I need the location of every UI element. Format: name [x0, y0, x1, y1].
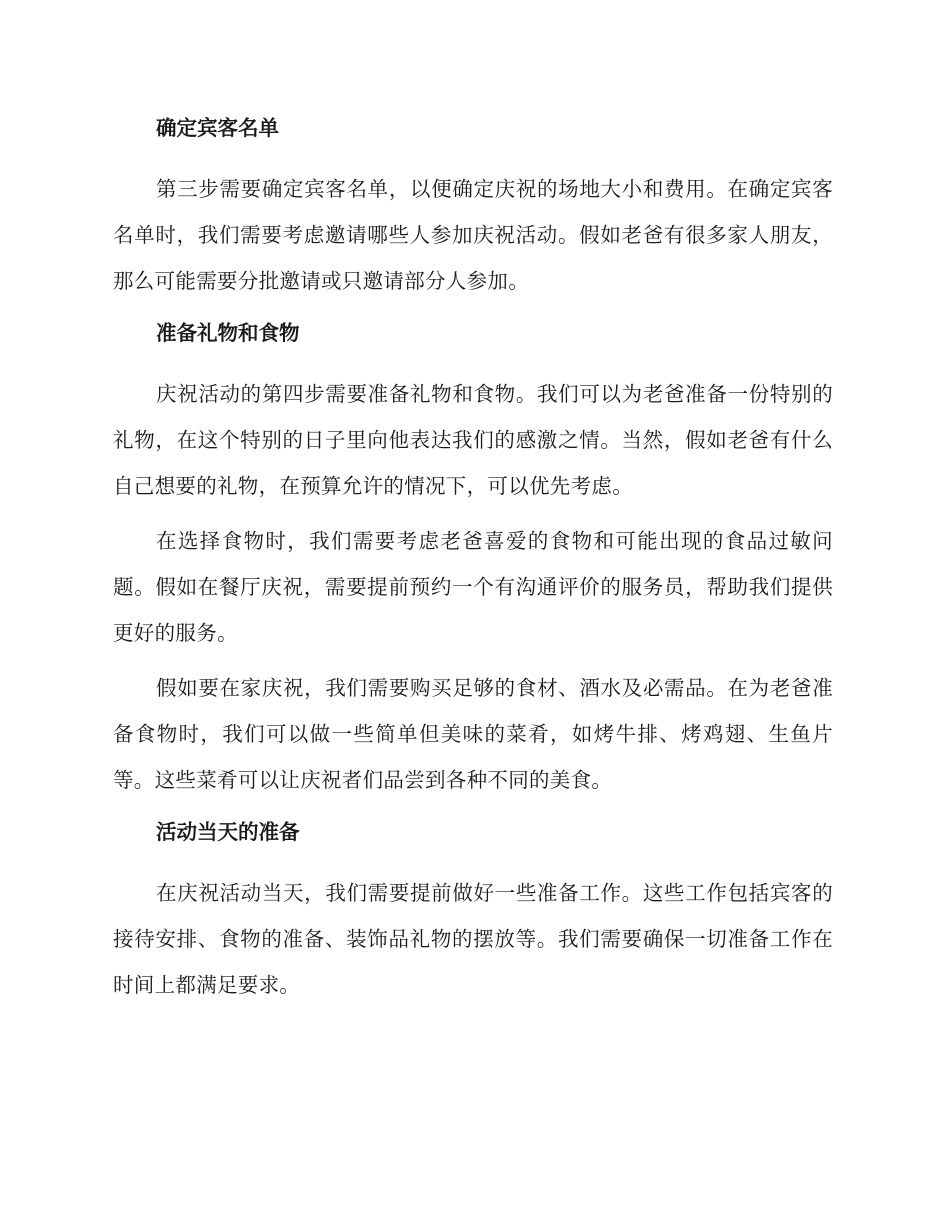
paragraph-food-choice: 在选择食物时，我们需要考虑老爸喜爱的食物和可能出现的食品过敏问题。假如在餐厅庆祝，需要提前预约一个有沟通评价的服务员，帮助我们提供更好的服务。 [113, 529, 833, 645]
paragraph-gifts: 庆祝活动的第四步需要准备礼物和食物。我们可以为老爸准备一份特别的礼物，在这个特别的日子里向他表达我们的感激之情。当然，假如老爸有什么自己想要的礼物，在预算允许的情况下，可以优先考虑。 [113, 382, 833, 498]
paragraph-home-celebration: 假如要在家庆祝，我们需要购买足够的食材、酒水及必需品。在为老爸准备食物时，我们可以做一些简单但美味的菜肴，如烤牛排、烤鸡翅、生鱼片等。这些菜肴可以让庆祝者们品尝到各种不同的美食。 [113, 676, 833, 792]
paragraph-event-day: 在庆祝活动当天，我们需要提前做好一些准备工作。这些工作包括宾客的接待安排、食物的准备、装饰品礼物的摆放等。我们需要确保一切准备工作在时间上都满足要求。 [113, 881, 833, 997]
document-page [113, 108, 833, 1008]
section-heading-event-day: 活动当天的准备 [156, 820, 300, 844]
section-heading-guest-list: 确定宾客名单 [156, 116, 279, 140]
paragraph-guest-list: 第三步需要确定宾客名单，以便确定庆祝的场地大小和费用。在确定宾客名单时，我们需要考虑邀请哪些人参加庆祝活动。假如老爸有很多家人朋友，那么可能需要分批邀请或只邀请部分人参加。 [113, 177, 833, 293]
section-heading-gifts-food: 准备礼物和食物 [156, 321, 300, 345]
